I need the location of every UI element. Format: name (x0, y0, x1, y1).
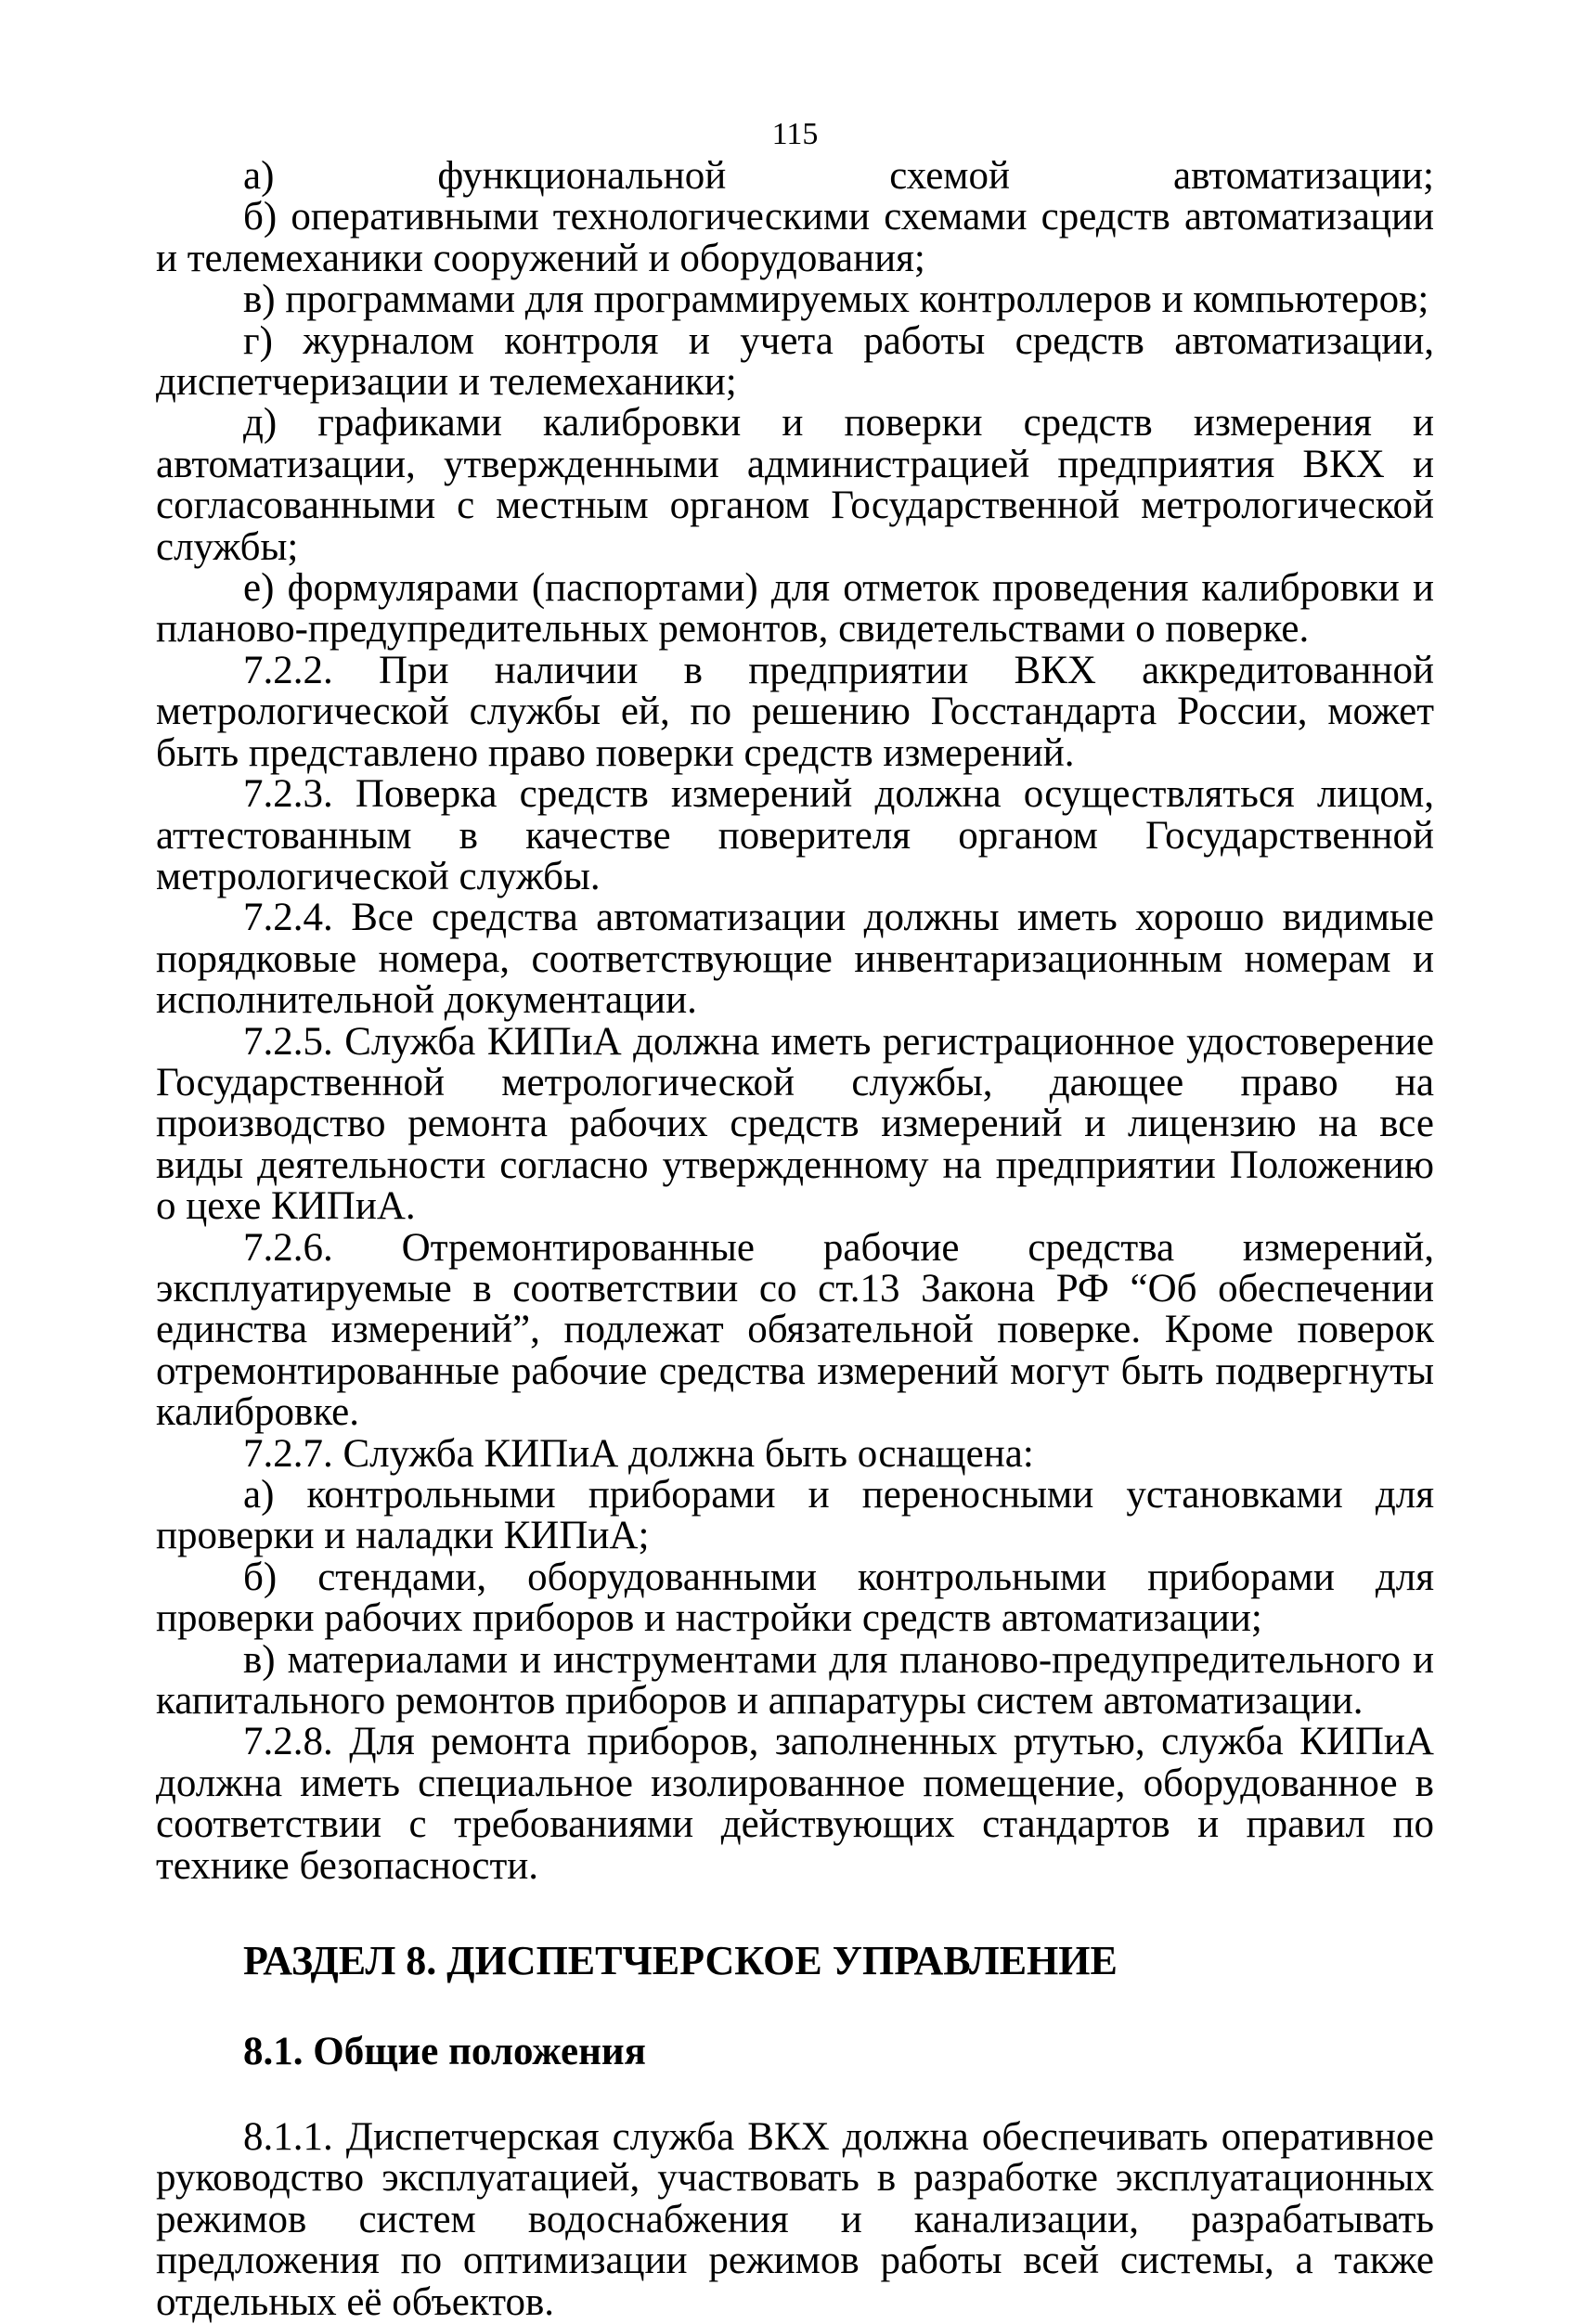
paragraph-7-2-5: 7.2.5. Служба КИПиА должна иметь регистрационное удостоверение Государственной метрологической службы, дающее право на производство ремонта рабочих средств измерений и лицензию на все виды деятельности согласно утвержденному на предприятии Положению о цехе КИПиА. (156, 1019, 1434, 1229)
paragraph-item-d-calibration-schedule: д) графиками калибровки и поверки средств измерения и автоматизации, утвержденными администрацией предприятия ВКХ и согласованными с местным органом Государственной метрологической службы; (156, 401, 1434, 569)
paragraph-equipment-a: а) контрольными приборами и переносными установками для проверки и наладки КИПиА; (156, 1473, 1434, 1558)
paragraph-7-2-6: 7.2.6. Отремонтированные рабочие средства измерений, эксплуатируемые в соответствии со ст.13 Закона РФ “Об обеспечении единства измерений”, подлежат обязательной поверке. Кроме поверок отремонтированные рабочие средства измерений могут быть подвергнуты калибровке. (156, 1225, 1434, 1435)
paragraph-item-e-forms: е) формулярами (паспортами) для отметок проведения калибровки и планово-предупредительных ремонтов, свидетельствами о поверке. (156, 566, 1434, 652)
page-content (156, 156, 1434, 2323)
paragraph-item-g-journal: г) журналом контроля и учета работы средств автоматизации, диспетчеризации и телемеханики; (156, 318, 1434, 405)
paragraph-7-2-4: 7.2.4. Все средства автоматизации должны иметь хорошо видимые порядковые номера, соответствующие инвентаризационным номерам и исполнительной документации. (156, 896, 1434, 1023)
paragraph-equipment-b: б) стендами, оборудованными контрольными приборами для проверки рабочих приборов и настройки средств автоматизации; (156, 1555, 1434, 1641)
section-title: РАЗДЕЛ 8. ДИСПЕТЧЕРСКОЕ УПРАВЛЕНИЕ (243, 1938, 1118, 1984)
paragraph-8-1-1: 8.1.1. Диспетчерская служба ВКХ должна обеспечивать оперативное руководство эксплуатацией, участвовать в разработке эксплуатационных режимов систем водоснабжения и канализации, разрабатывать предложения по оптимизации режимов работы всей системы, а также отдельных её объектов. (156, 2115, 1434, 2324)
paragraph-7-2-7: 7.2.7. Служба КИПиА должна быть оснащена: (243, 1431, 1034, 1476)
paragraph-7-2-2: 7.2.2. При наличии в предприятии ВКХ аккредитованной метрологической службы ей, по решению Госстандарта России, может быть представлено право поверки средств измерений. (156, 648, 1434, 775)
page-number: 115 (771, 117, 819, 151)
paragraph-item-v-programs: в) программами для программируемых контроллеров и компьютеров; (243, 278, 1429, 322)
paragraph-7-2-3: 7.2.3. Поверка средств измерений должна осуществляться лицом, аттестованным в качестве поверителя органом Государственной метрологической службы. (156, 772, 1434, 898)
paragraph-item-b-schemes: б) оперативными технологическими схемами средств автоматизации и телемеханики сооружений и оборудования; (156, 195, 1434, 280)
subsection-title: 8.1. Общие положения (243, 2030, 646, 2074)
paragraph-item-a-scheme: а) функциональной схемой автоматизации; (243, 154, 1434, 198)
paragraph-7-2-8: 7.2.8. Для ремонта приборов, заполненных ртутью, служба КИПиА должна иметь специальное изолированное помещение, оборудованное в соответствии с требованиями действующих стандартов и правил по технике безопасности. (156, 1720, 1434, 1888)
paragraph-equipment-v: в) материалами и инструментами для планово-предупредительного и капитального ремонтов приборов и аппаратуры систем автоматизации. (156, 1637, 1434, 1724)
